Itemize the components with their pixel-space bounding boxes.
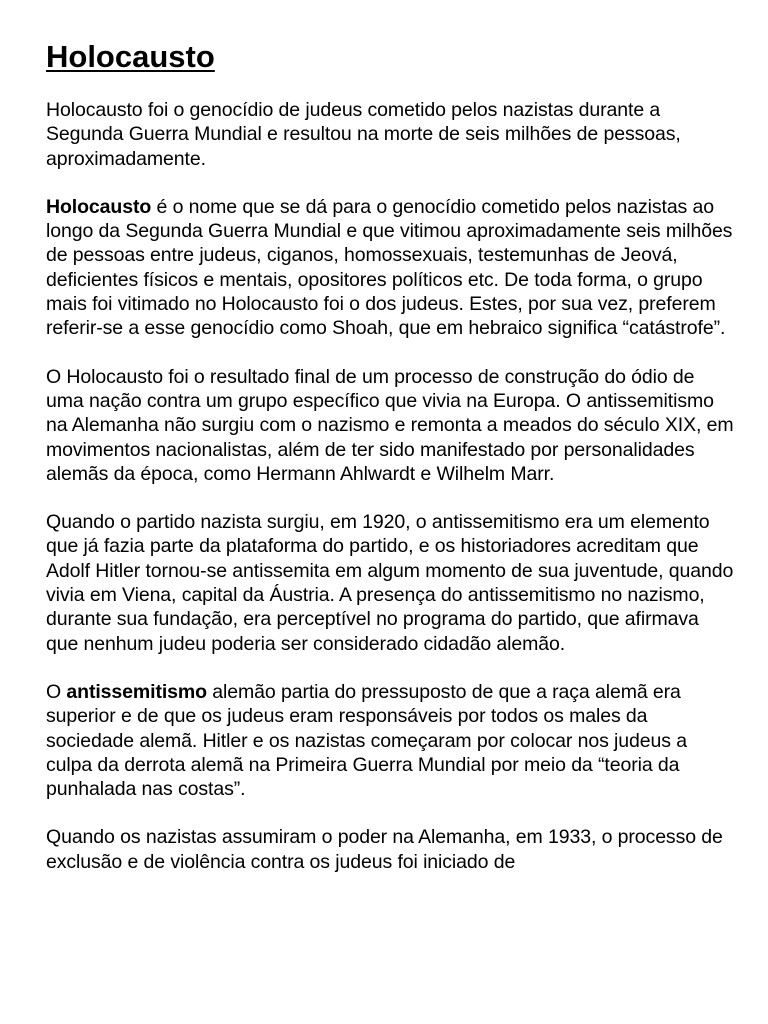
paragraph-definition (46, 195, 736, 341)
document-title: Holocausto (46, 39, 215, 74)
paragraph-antisemitism-text: alemão partia do pressuposto de que a raça alemã era superior e de que os judeus eram responsáveis por todos os males da sociedade alemã. Hitler e os nazistas começaram por colocar nos judeus a culpa da derrota alemã na Primeira Guerra Mundial por meio da “teoria da punhalada nas costas”. (46, 680, 687, 801)
paragraph-nazi-party (46, 510, 736, 656)
paragraph-1933 (46, 825, 736, 874)
paragraph-definition-text: é o nome que se dá para o genocídio cometido pelos nazistas ao longo da Segunda Guerra Mundial e que vitimou aproximadamente seis milhões de pessoas entre judeus, ciganos, homossexuais, testemunhas de Jeová, deficientes físicos e mentais, opositores políticos etc. De toda forma, o grupo mais foi vitimado no Holocausto foi o dos judeus. Estes, por sua vez, preferem referir-se a esse genocídio como Shoah, que em hebraico significa “catástrofe”. (46, 195, 733, 340)
paragraph-nazi-party-text: Quando o partido nazista surgiu, em 1920, o antissemitismo era um elemento que já fazia parte da plataforma do partido, e os historiadores acreditam que Adolf Hitler tornou-se antissemita em algum momento de sua juventude, quando vivia em Viena, capital da Áustria. A presença do antissemitismo no nazismo, durante sua fundação, era perceptível no programa do partido, que afirmava que nenhum judeu poderia ser considerado cidadão alemão. (46, 511, 734, 655)
paragraph-origins-text: O Holocausto foi o resultado final de um processo de construção do ódio de uma nação contra um grupo específico que vivia na Europa. O antissemitismo na Alemanha não surgiu com o nazismo e remonta a meados do século XIX, em movimentos nacionalistas, além de ter sido manifestado por personalidades alemãs da época, como Hermann Ahlwardt e Wilhelm Marr. (46, 365, 734, 485)
paragraph-antisemitism (46, 680, 736, 801)
paragraph-origins (46, 365, 736, 486)
paragraph-intro (46, 98, 736, 171)
document-page (46, 38, 736, 898)
bold-term-antissemitismo: antissemitismo (66, 680, 207, 703)
bold-term-holocausto: Holocausto (46, 195, 152, 218)
paragraph-1933-text: Quando os nazistas assumiram o poder na Alemanha, em 1933, o processo de exclusão e de violência contra os judeus foi iniciado de (46, 826, 723, 873)
paragraph-antisemitism-prefix: O (46, 680, 67, 703)
paragraph-intro-text: Holocausto foi o genocídio de judeus cometido pelos nazistas durante a Segunda Guerra Mundial e resultou na morte de seis milhões de pessoas, aproximadamente. (46, 99, 681, 170)
